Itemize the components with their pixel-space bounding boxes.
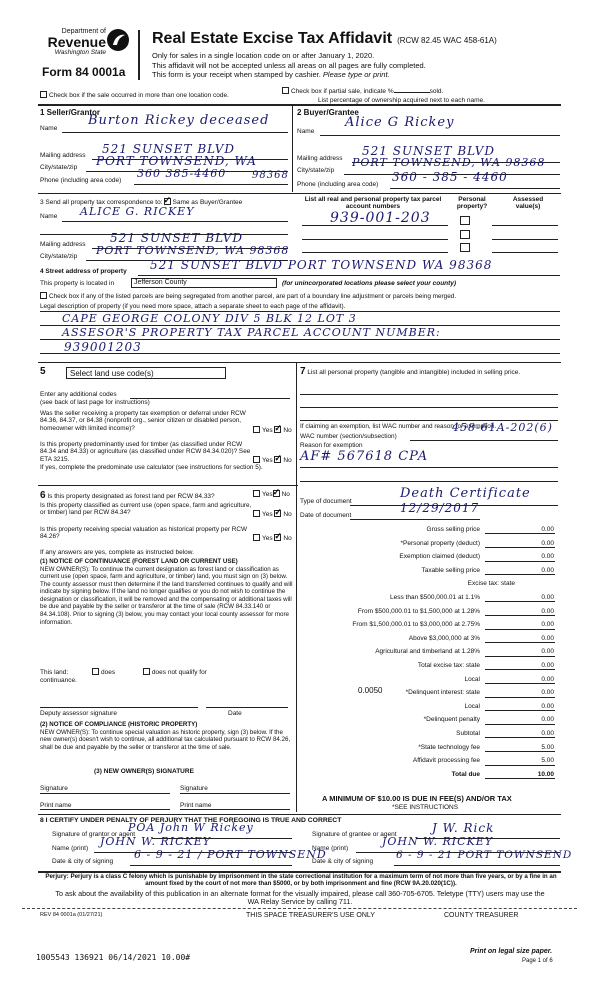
assessed-header: Assessed value(s): [512, 196, 544, 211]
grantee-name[interactable]: JOHN W. RICKEY: [382, 835, 494, 848]
legal-line1[interactable]: CAPE GEORGE COLONY DIV 5 BLK 12 LOT 3: [62, 312, 357, 325]
sig-label-1: Signature: [40, 785, 68, 792]
calc-row-value[interactable]: 0.00: [485, 703, 555, 711]
calc-row-label: *Delinquent interest: state: [405, 689, 480, 697]
grantee-sig-label: Signature of grantee or agent: [312, 831, 397, 838]
partial-sale-check[interactable]: Check box if partial sale, indicate % sold.: [282, 87, 443, 95]
calc-row-value[interactable]: 0.00: [485, 662, 555, 670]
calc-row-label: Above $3,000,000 at 3%: [408, 634, 480, 642]
sec6-q2-answer[interactable]: Yes ✓ No: [253, 510, 292, 518]
see-back: (see back of last page for instructions): [40, 399, 150, 406]
sec3-address-label: Mailing address: [40, 241, 86, 248]
alt-format: To ask about the availability of this publication in an alternate format for the visually impaired, please call 360-705-6705. Teletype (TTY) users may use the WA Relay Service by calling 711.: [55, 889, 545, 907]
does-not-check[interactable]: [143, 668, 150, 675]
perjury-text: Perjury: Perjury is a class C felony which is punishable by imprisonment in the state correctional institution for a maximum term of not more than five years, or by a fine in an amount fixed by the court of not more than $5000, or by both imprisonment and fine (RCW 9A.20.020(1C)).: [45, 873, 557, 888]
sec6-q3-answer[interactable]: Yes ✓ No: [253, 534, 292, 542]
title-rcw: (RCW 82.45 WAC 458-61A): [397, 36, 497, 45]
grantee-name-label: Name (print): [312, 845, 349, 852]
buyer-heading: 2 Buyer/Grantee: [297, 108, 359, 117]
personal-box-2[interactable]: [460, 230, 470, 239]
sec4-label: 4 Street address of property: [40, 268, 127, 275]
doc-type-label: Type of document: [300, 498, 352, 505]
calc-row-label: Excise tax: state: [467, 580, 515, 588]
minimum-due: A MINIMUM OF $10.00 IS DUE IN FEE(S) AND/OR TAX: [322, 794, 512, 803]
calc-row-label: Local: [464, 702, 480, 710]
buyer-phone-label: Phone (including area code): [297, 181, 379, 188]
calc-row-label: Exemption claimed (deduct): [399, 553, 480, 561]
personal-header: Personal property?: [456, 196, 488, 211]
calc-row-value[interactable]: 0.00: [485, 526, 555, 534]
deputy-sig-label: Deputy assessor signature: [40, 710, 117, 717]
wa-logo-icon: [106, 28, 130, 52]
sec6-answer-note: If any answers are yes, complete as instructed below.: [40, 549, 194, 556]
sec5-q2b: If yes, complete the predominate use calculator (see instructions for section 5).: [40, 464, 263, 471]
sub3: This form is your receipt when stamped by cashier. Please type or print.: [152, 70, 390, 79]
sec5-q2: Is this property predominantly used for timber (as classified under RCW 84.34 and 84.33) or agriculture (as classified under RCW 84.34.020)? See ETA 3215.: [40, 441, 251, 463]
ownership-note: List percentage of ownership acquired next to each name.: [318, 97, 485, 104]
buyer-address[interactable]: 521 SUNSET BLVD: [362, 144, 496, 158]
grantee-date-label: Date & city of signing: [312, 858, 374, 865]
seller-phone[interactable]: 360 385-4460: [137, 167, 227, 180]
reason-label: Reason for exemption: [300, 442, 363, 449]
buyer-address-label: Mailing address: [297, 155, 343, 162]
personal-box-1[interactable]: [460, 216, 470, 225]
calc-row-label: *Delinquent penalty: [423, 716, 480, 724]
buyer-phone[interactable]: 360 - 385 - 4460: [392, 170, 508, 184]
reason-value[interactable]: AF# 567618 CPA: [300, 449, 429, 464]
sig-label-2: Signature: [180, 785, 208, 792]
grantor-date-label: Date & city of signing: [52, 858, 114, 865]
cashier-stamp: 1005543 136921 06/14/2021 10.00#: [36, 953, 191, 962]
sec3-name-label: Name: [40, 213, 58, 220]
sub2: This affidavit will not be accepted unless all areas on all pages are fully completed.: [152, 60, 426, 70]
new-owner-sig: (3) NEW OWNER(S) SIGNATURE: [94, 768, 194, 775]
calc-row-label: Gross selling price: [426, 526, 480, 533]
dept-line3: Washington State: [54, 49, 106, 57]
doc-date-label: Date of document: [300, 512, 352, 519]
calc-row-value[interactable]: 0.00: [485, 730, 555, 738]
wac-value[interactable]: 458-61A-202(6): [452, 421, 553, 434]
form-title: [152, 30, 497, 48]
calc-row-value[interactable]: 0.00: [485, 567, 555, 575]
form-number: Form 84 0001a: [42, 65, 126, 79]
calc-row-label: Local: [464, 675, 480, 683]
located-in-label: This property is located in: [40, 280, 115, 287]
calc-row-label: Agricultural and timberland at 1.28%: [375, 648, 480, 656]
grantor-sig-label: Signature of grantor or agent: [52, 831, 136, 838]
grantor-date[interactable]: 6 - 9 - 21 / PORT TOWNSEND: [134, 848, 327, 861]
grantee-date[interactable]: 6 - 9 - 21 PORT TOWNSEND: [396, 849, 573, 861]
header-sub: [152, 51, 426, 80]
sec6-q2: Is this property classified as current use (open space, farm and agriculture, or timber) land per RCW 84.34?: [40, 502, 252, 517]
calc-row-value[interactable]: 0.00: [485, 635, 555, 643]
county-treasurer: COUNTY TREASURER: [444, 912, 519, 919]
print-label-1: Print name: [40, 802, 72, 809]
notice1: (1) NOTICE OF CONTINUANCE (FOREST LAND OR CURRENT USE) NEW OWNER(S): To continue the current designation as forest land or classification as current use (open space, farm and agriculture, or timber) land, you must sign on (3) below. The county assessor must then determine if the land transferred continues to qualify and will indicate by signing below. If the land no longer qualifies or you do not wish to continue the designation or classification, it will be removed and the compensating or additional taxes will be due and payable by the seller or transferor at the time of sale (RCW 84.33.140 or 84.34.108). Prior to signing (3) below, you may contact your local county assessor for more information.: [40, 558, 293, 626]
grantor-name[interactable]: JOHN W. RICKEY: [100, 835, 212, 848]
seller-name[interactable]: Burton Rickey deceased: [88, 113, 270, 128]
sec6-q3: Is this property receiving special valuation as historical property per RCW 84.26?: [40, 526, 248, 541]
sec5-q2-answer[interactable]: Yes ✓ No: [253, 456, 292, 464]
print-legal: Print on legal size paper.: [470, 948, 553, 955]
grantor-sig[interactable]: POA John W Rickey: [128, 821, 254, 834]
calc-row-label: *State technology fee: [418, 743, 480, 751]
sec3-city[interactable]: PORT TOWNSEND, WA 98368: [96, 244, 290, 257]
notice2: (2) NOTICE OF COMPLIANCE (HISTORIC PROPERTY) NEW OWNER(S): To continue special valuation as historic property, sign (3) below. If the new owner(s) doesn't wish to continue, all additional tax calculated pursuant to RCW 84.26, shall be due and payable by the seller or transferor at the time of sale.: [40, 721, 291, 751]
seller-heading: 1 Seller/Grantor: [40, 108, 101, 117]
print-label-2: Print name: [180, 802, 212, 809]
sec8-heading: 8 I CERTIFY UNDER PENALTY OF PERJURY THAT THE FOREGOING IS TRUE AND CORRECT: [40, 817, 342, 824]
calc-row-value[interactable]: 0.00: [485, 676, 555, 684]
calc-row-label: Subtotal: [456, 730, 480, 737]
sec5-num: 5: [40, 366, 46, 377]
sec3-city-label: City/state/zip: [40, 253, 78, 260]
grantor-name-label: Name (print): [52, 845, 89, 852]
does-check[interactable]: [92, 668, 99, 675]
calc-row-label: Less than $500,000.01 at 1.1%: [390, 594, 480, 601]
deputy-date-label: Date: [228, 710, 242, 717]
calc-row-label: Taxable selling price: [421, 566, 480, 574]
county-select[interactable]: Jefferson County: [131, 278, 277, 288]
calc-row-value[interactable]: 5.00: [485, 744, 555, 752]
seller-city[interactable]: PORT TOWNSEND, WA: [96, 154, 257, 168]
legal-label: Legal description of property (if you need more space, attach a separate sheet to each page of the affidavit).: [40, 303, 346, 310]
seller-phone-label: Phone (including area code): [40, 177, 122, 184]
calc-row-value[interactable]: 0.00: [485, 689, 555, 697]
doc-type[interactable]: Death Certificate: [400, 486, 531, 501]
legal-line3[interactable]: 939001203: [64, 340, 142, 354]
wac-label: WAC number (section/subsection): [300, 433, 397, 440]
sec7-heading: 7 List all personal property (tangible and intangible) included in selling price.: [300, 366, 521, 377]
see-instructions: *SEE INSTRUCTIONS: [392, 804, 459, 811]
calc-row-value[interactable]: 0.00: [485, 553, 555, 561]
calc-row-label: From $1,500,000.01 to $3,000,000 at 2.75%: [352, 621, 480, 629]
local-rate: 0.0050: [358, 686, 383, 695]
seller-address-label: Mailing address: [40, 152, 86, 159]
land-use-select[interactable]: Select land use code(s): [66, 367, 226, 379]
calc-row-value[interactable]: 0.00: [485, 716, 555, 724]
grantee-sig[interactable]: J W. Rick: [432, 821, 495, 835]
calc-row-label: Total due: [451, 770, 480, 778]
seller-address[interactable]: 521 SUNSET BLVD: [102, 142, 236, 156]
parcel-number[interactable]: 939-001-203: [330, 210, 431, 226]
multi-location-check[interactable]: Check box if the sale occurred in more than one location code.: [40, 91, 229, 99]
buyer-name-label: Name: [297, 128, 315, 135]
sec5-q1-answer[interactable]: Yes ✓ No: [253, 426, 292, 434]
dept-line1: Department of: [61, 28, 106, 35]
unincorporated-note: (for unincorporated locations please select your county): [282, 280, 457, 287]
calc-row-label: Affidavit processing fee: [412, 757, 480, 765]
treasurer-use: THIS SPACE TREASURER'S USE ONLY: [246, 912, 375, 919]
parcel-header: List all real and personal property tax parcel account numbers: [304, 196, 442, 211]
title-text: Real Estate Excise Tax Affidavit: [152, 30, 393, 47]
sec4-address[interactable]: 521 SUNSET BLVD PORT TOWNSEND WA 98368: [150, 258, 493, 272]
sec5-q1: Was the seller receiving a property tax exemption or deferral under RCW 84.36, 84.37, or 84.38 (nonprofit org., senior citizen or disabled person, homeowner with limited income)?: [40, 410, 246, 432]
this-land: This land: does does not qualify for: [40, 669, 207, 676]
page-number: Page 1 of 6: [522, 958, 553, 964]
continuance: continuance.: [40, 677, 77, 684]
segregated-check[interactable]: Check box if any of the listed parcels are being segregated from another parcel, are part of a boundary line adjustment or parcels being merged.: [40, 292, 456, 300]
calc-row-label: Total excise tax: state: [417, 662, 480, 669]
sec3-heading: 3 Send all property tax correspondence to:✓ Same as Buyer/Grantee: [40, 198, 242, 206]
buyer-city-label: City/state/zip: [297, 167, 335, 174]
calc-row-value[interactable]: 0.00: [485, 608, 555, 616]
calc-row-value[interactable]: 0.00: [485, 540, 555, 548]
additional-codes: Enter any additional codes: [40, 391, 117, 398]
same-as-buyer-check[interactable]: [164, 198, 171, 205]
sec3-address[interactable]: 521 SUNSET BLVD: [110, 231, 244, 245]
calc-row-label: From $500,000.01 to $1,500,000 at 1.28%: [357, 607, 480, 615]
seller-zip-extra[interactable]: 98368: [252, 170, 289, 181]
exemption-label: If claiming an exemption, list WAC number and reason for exemption.: [300, 423, 497, 430]
calc-row-value[interactable]: 10.00: [485, 771, 555, 779]
dept-line2: Revenue: [47, 34, 106, 51]
calc-row-label: *Personal property (deduct): [400, 539, 480, 547]
seller-name-label: Name: [40, 125, 58, 132]
rev-number: REV 84 0001a (01/27/21): [40, 912, 103, 918]
seller-city-label: City/state/zip: [40, 164, 78, 171]
sec3-name[interactable]: ALICE G. RICKEY: [80, 205, 195, 218]
calc-row-value[interactable]: 0.00: [485, 621, 555, 629]
calc-row-value[interactable]: 0.00: [485, 648, 555, 656]
calc-row-value[interactable]: 0.00: [485, 594, 555, 602]
sub1: Only for sales in a single location code on or after January 1, 2020.: [152, 51, 375, 60]
sec6-q1-answer[interactable]: Yes✓ No: [253, 490, 290, 498]
calc-row-value[interactable]: 5.00: [485, 757, 555, 765]
legal-line2[interactable]: ASSESOR'S PROPERTY TAX PARCEL ACCOUNT NUMBER:: [62, 326, 441, 339]
sec6-q1: 6 Is this property designated as forest land per RCW 84.33?: [40, 490, 215, 501]
personal-box-3[interactable]: [460, 243, 470, 252]
buyer-city[interactable]: PORT TOWNSEND, WA 98368: [352, 156, 546, 169]
doc-date[interactable]: 12/29/2017: [400, 501, 480, 515]
buyer-name[interactable]: Alice G Rickey: [345, 115, 455, 130]
